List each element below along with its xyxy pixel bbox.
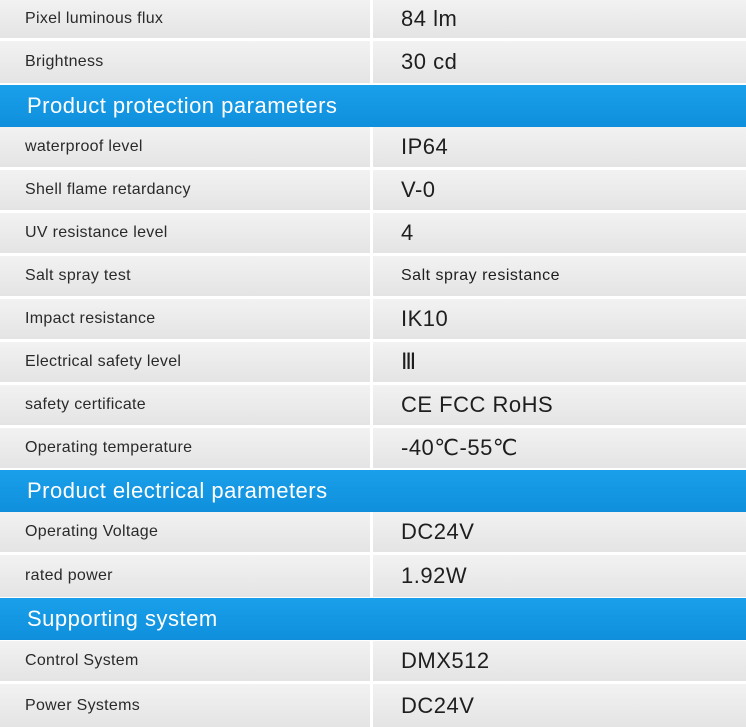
spec-row-rated-power (0, 555, 746, 597)
spec-row-operating-voltage (0, 512, 746, 552)
spec-value: Salt spray resistance (373, 256, 746, 296)
spec-label: UV resistance level (0, 213, 370, 253)
spec-value: DMX512 (373, 641, 746, 681)
spec-value: 1.92W (373, 555, 746, 597)
section-header-protection: Product protection parameters (0, 85, 746, 127)
spec-row-impact-resistance (0, 299, 746, 339)
spec-row-brightness (0, 41, 746, 83)
spec-row-power-systems (0, 684, 746, 727)
spec-label: Operating temperature (0, 428, 370, 468)
spec-row-flame-retardancy (0, 170, 746, 210)
spec-value: -40℃-55℃ (373, 428, 746, 468)
spec-value: 4 (373, 213, 746, 253)
spec-value: CE FCC RoHS (373, 385, 746, 425)
spec-value: IP64 (373, 127, 746, 167)
spec-value: Ⅲ (373, 342, 746, 382)
spec-row-pixel-luminous-flux (0, 0, 746, 38)
spec-label: Salt spray test (0, 256, 370, 296)
spec-value: IK10 (373, 299, 746, 339)
spec-value: 30 cd (373, 41, 746, 83)
spec-value: 84 lm (373, 0, 746, 38)
spec-label: Power Systems (0, 684, 370, 727)
spec-label: Operating Voltage (0, 512, 370, 552)
spec-label: Shell flame retardancy (0, 170, 370, 210)
spec-label: waterproof level (0, 127, 370, 167)
spec-row-operating-temperature (0, 428, 746, 468)
spec-value: DC24V (373, 684, 746, 727)
spec-row-electrical-safety (0, 342, 746, 382)
section-header-electrical: Product electrical parameters (0, 470, 746, 512)
spec-row-waterproof (0, 127, 746, 167)
spec-label: rated power (0, 555, 370, 597)
spec-row-control-system (0, 641, 746, 681)
spec-label: Brightness (0, 41, 370, 83)
spec-label: Electrical safety level (0, 342, 370, 382)
spec-label: Control System (0, 641, 370, 681)
spec-label: Impact resistance (0, 299, 370, 339)
spec-row-safety-certificate (0, 385, 746, 425)
section-header-supporting: Supporting system (0, 598, 746, 640)
spec-value: V-0 (373, 170, 746, 210)
spec-row-uv-resistance (0, 213, 746, 253)
spec-row-salt-spray (0, 256, 746, 296)
spec-label: safety certificate (0, 385, 370, 425)
spec-value: DC24V (373, 512, 746, 552)
spec-label: Pixel luminous flux (0, 0, 370, 38)
